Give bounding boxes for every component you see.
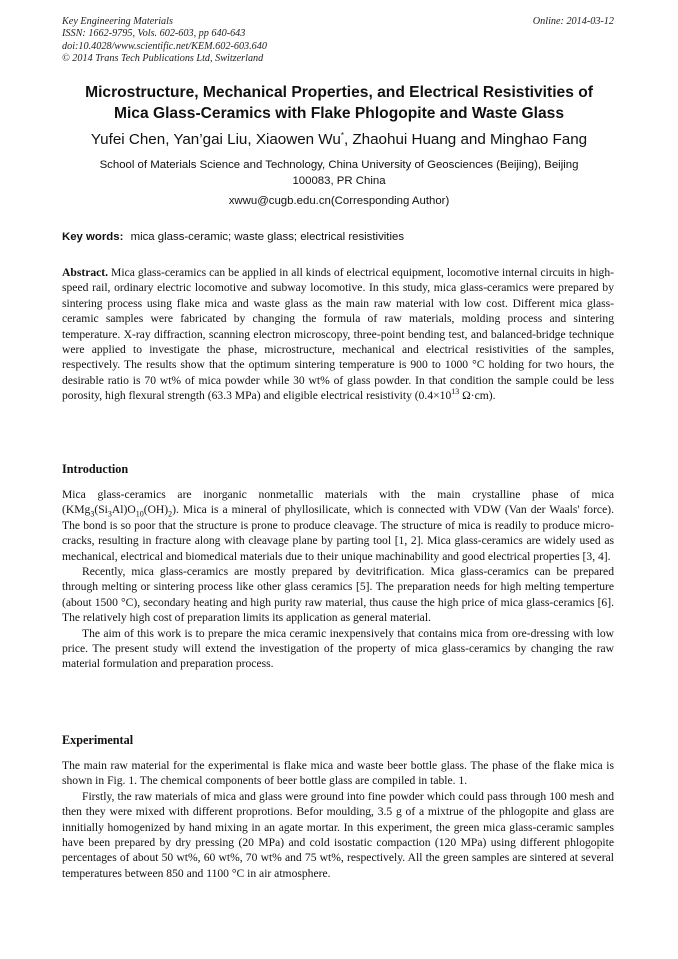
intro-paragraph-2: Recently, mica glass-ceramics are mostly prepared by devitrification. Mica glass-ceramics can be prepared through melting or sintering process like other glass ceramics [5]. The preparation needs for high melting temperture (about 1500 °C), secondary heating and high purity raw material, thus cause the high price of mica glass-ceramics [6]. The relatively high cost of preparation limits its application as general material. bbox=[62, 565, 614, 625]
affiliation-line-1: School of Materials Science and Technology, China University of Geosciences (Beijing), Beijing bbox=[99, 159, 579, 171]
abstract bbox=[62, 265, 614, 404]
keywords bbox=[62, 231, 404, 243]
authors bbox=[40, 131, 638, 148]
experimental-body bbox=[62, 758, 614, 881]
intro-text: ). Mica is a mineral of phyllosilicate, which is connected with VDW (Van der Waals' force). The bond is so poor that the structure is prone to produce cleavage. The structure of mica is readily to produce micro-cracks, resulting in fracture along with cleavage plane by parting tool [1, 2]. Mica glass-ceramics are widely used as mechanical, electrical and biomedical materials due to their unique machinability and good electrical properties [3, 4]. bbox=[62, 503, 614, 563]
title-line-1: Microstructure, Mechanical Properties, and Electrical Resistivities of bbox=[85, 84, 593, 101]
subscript: 3 bbox=[107, 509, 112, 519]
abstract-label: Abstract. bbox=[62, 266, 109, 279]
intro-text: (OH) bbox=[143, 503, 169, 517]
intro-text: (Si bbox=[94, 503, 108, 517]
keywords-text: mica glass-ceramic; waste glass; electrical resistivities bbox=[130, 231, 405, 243]
author-email: xwwu@cugb.edu.cn(Corresponding Author) bbox=[228, 195, 450, 207]
subscript: 10 bbox=[135, 509, 144, 519]
paper-title bbox=[40, 82, 638, 124]
online-date: Online: 2014-03-12 bbox=[532, 16, 614, 27]
affiliation-line-2: 100083, PR China bbox=[292, 174, 386, 187]
authors-first: Yufei Chen, Yan’gai Liu, Xiaowen Wu bbox=[90, 131, 341, 148]
journal-header bbox=[62, 16, 267, 66]
intro-text: Mica glass-ceramics are inorganic nonmetallic materials with the main crystalline phase of mica (KMg bbox=[62, 488, 614, 517]
issn-line: ISSN: 1662-9795, Vols. 602-603, pp 640-643 bbox=[62, 28, 246, 40]
intro-paragraph-1 bbox=[62, 487, 614, 564]
subscript: 2 bbox=[168, 509, 173, 519]
subscript: 3 bbox=[90, 509, 95, 519]
intro-heading: Introduction bbox=[62, 462, 129, 476]
abstract-end: Ω·cm). bbox=[459, 389, 496, 403]
doi-line: doi:10.4028/www.scientific.net/KEM.602-603.640 bbox=[62, 40, 267, 52]
intro-paragraph-3: The aim of this work is to prepare the mica ceramic inexpensively that contains mica from ore-dressing with low price. The present study will extend the investigation of the property of mica glass-ceramics by changing the raw material formulation and preparation process. bbox=[62, 626, 614, 671]
abstract-text: Mica glass-ceramics can be applied in all kinds of electrical equipment, locomotive internal circuits in high-speed rail, ordinary electric locomotive and subway locomotive. In this study, mica glass-ceramics were prepared by sintering process using flake mica and waste glass as the main raw material with low cost. Different mica glass-ceramic samples were fabricated by changing the formula of raw materials, molding process and sintering temperature. X-ray diffraction, scanning electron microscopy, three-point bending test, and balanced-bridge technique were applied to investigate the phase, microstructure, mechanical and electrical resistivities of the samples, respectively. The results show that the optimum sintering temperature is 900 to 1000 °C holding for two hours, the desirable ratio is 70 wt% of mica powder while 30 wt% of glass powder. In that condition the sample could be less porosity, high flexural strength (63.3 MPa) and eligible electrical resistivity (0.4×10 bbox=[62, 266, 614, 403]
copyright-line: © 2014 Trans Tech Publications Ltd, Switzerland bbox=[62, 53, 264, 65]
exp-paragraph-1: The main raw material for the experimental is flake mica and waste beer bottle glass. The phase of the flake mica is shown in Fig. 1. The chemical components of beer bottle glass are compiled in table. 1. bbox=[62, 759, 614, 788]
experimental-heading: Experimental bbox=[62, 733, 134, 747]
introduction-body bbox=[62, 487, 614, 672]
corresponding-mark: * bbox=[340, 130, 344, 140]
intro-text: Al)O bbox=[111, 503, 136, 517]
authors-rest: , Zhaohui Huang and Minghao Fang bbox=[343, 131, 588, 148]
affiliation bbox=[60, 158, 618, 189]
journal-name: Key Engineering Materials bbox=[62, 16, 173, 27]
title-line-2: Mica Glass-Ceramics with Flake Phlogopite and Waste Glass bbox=[113, 105, 565, 122]
abstract-exponent: 13 bbox=[451, 387, 460, 397]
keywords-label: Key words: bbox=[62, 231, 124, 243]
exp-paragraph-2: Firstly, the raw materials of mica and glass were ground into fine powder which could pass through 100 mesh and then they were mixed with different proprotions. Befor moulding, 3.5 g of a mixtrue of the phlogopite and glass are innitially homogenized by hand mixing in an agate mortar. In this experiment, the green mica glass-ceramic samples have been prepared by dry pressing (20 MPa) and cold isostatic compaction (120 MPa) using different phlogopite percentages of about 50 wt%, 60 wt%, 70 wt% and 75 wt%, respectively. All the green samples are sintered at several temperatures between 850 and 1100 °C in air atmosphere. bbox=[62, 789, 614, 880]
